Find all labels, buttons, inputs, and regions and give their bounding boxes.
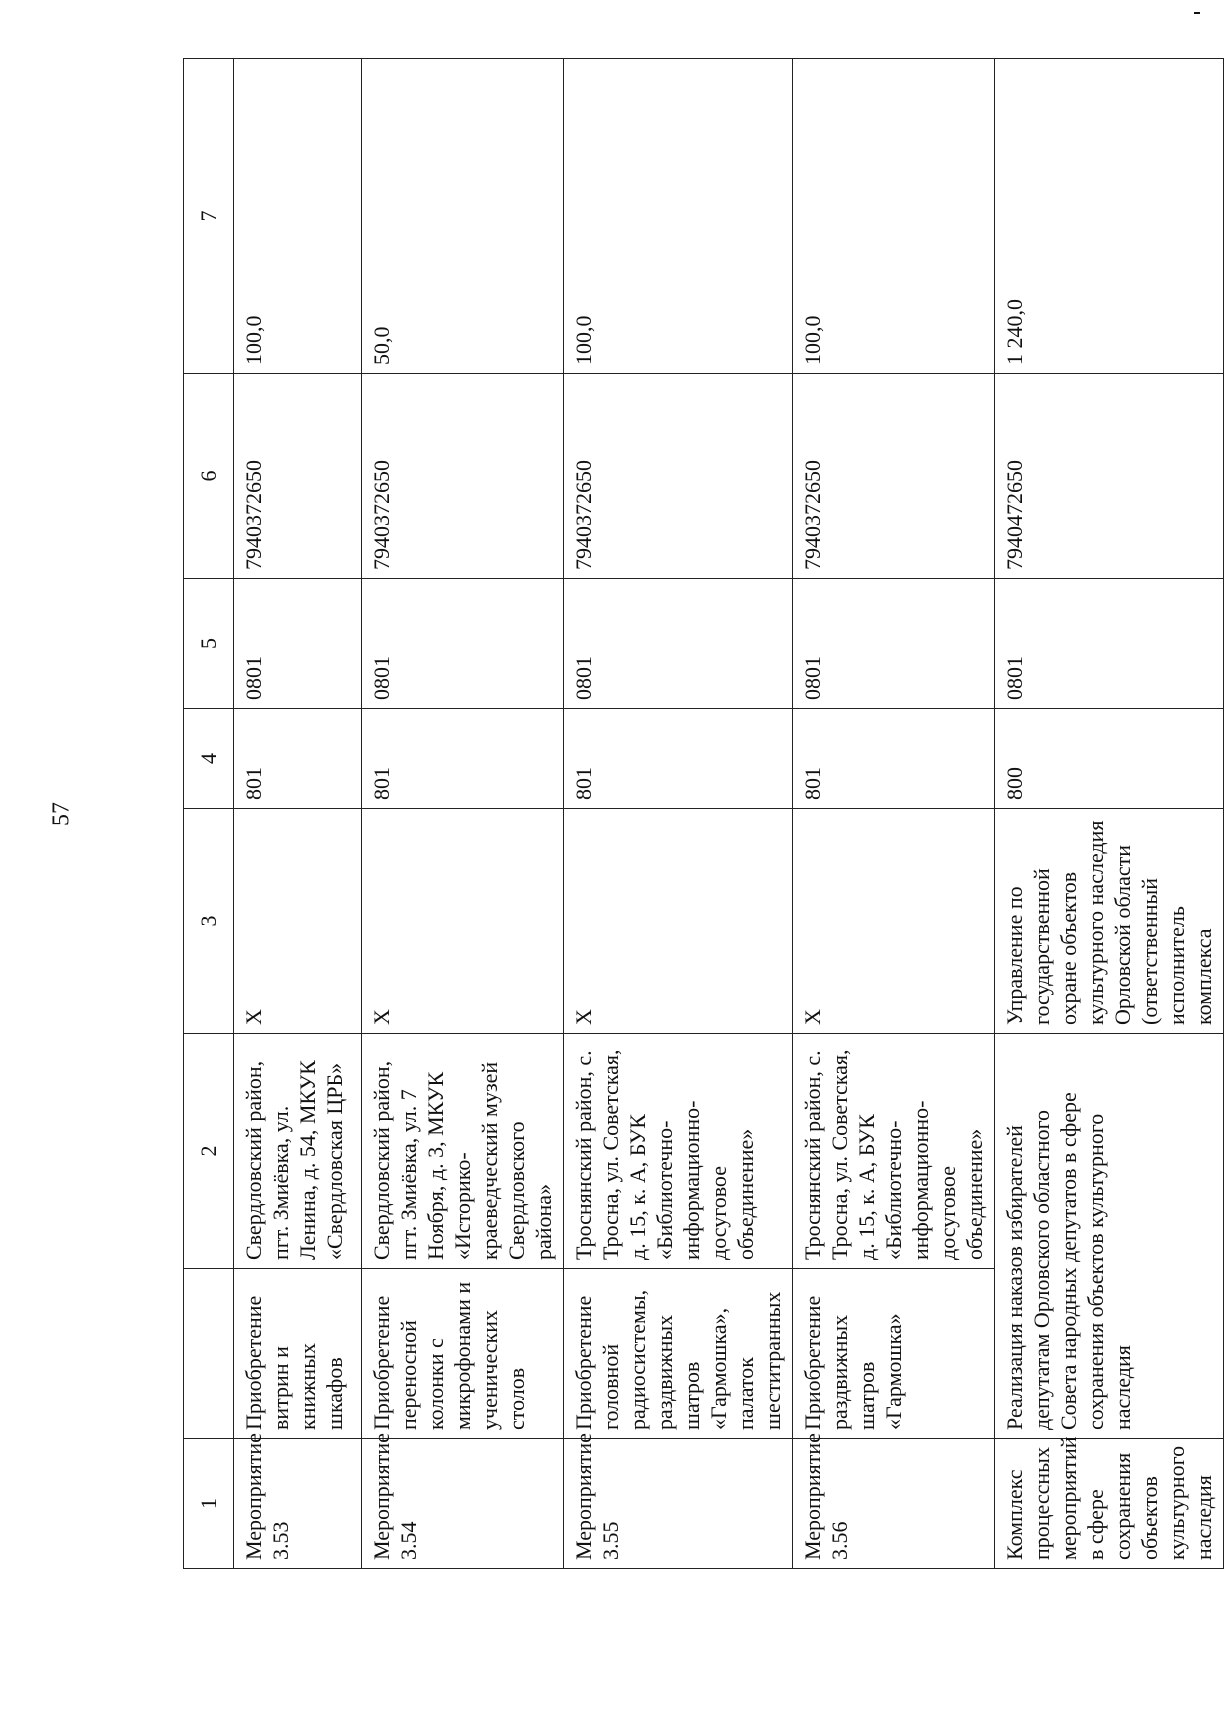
row-label: Мероприятие 3.54	[362, 1439, 564, 1569]
row-code-5: 0801	[564, 579, 793, 709]
row-code-4: 801	[362, 709, 564, 809]
row-code-6: 7940372650	[564, 374, 793, 579]
table-row	[234, 59, 362, 1569]
row-description: Приобретение головной радиосистемы, раздвижных шатров «Гармошка», палаток шеститранных	[564, 1269, 793, 1439]
budget-table-rotated	[183, 59, 1216, 1569]
complex-executor: Управление по государственной охране объектов культурного наследия Орловской области (ответственный исполнитель комплекса	[995, 809, 1224, 1034]
header-col-7: 7	[184, 59, 234, 374]
table-row	[793, 59, 995, 1569]
row-executor: Х	[234, 809, 362, 1034]
row-code-5: 0801	[362, 579, 564, 709]
complex-label: Комплекс процессных мероприятий в сфере сохранения объектов культурного наследия	[995, 1439, 1224, 1569]
row-code-6: 7940372650	[362, 374, 564, 579]
header-col-1: 1	[184, 1439, 234, 1569]
row-description: Приобретение переносной колонки с микрофонами и ученических столов	[362, 1269, 564, 1439]
header-col-3: 3	[184, 809, 234, 1034]
row-label: Мероприятие 3.53	[234, 1439, 362, 1569]
complex-code-6: 7940472650	[995, 374, 1224, 579]
row-code-5: 0801	[793, 579, 995, 709]
row-executor: Х	[564, 809, 793, 1034]
row-code-4: 801	[793, 709, 995, 809]
row-amount: 50,0	[362, 59, 564, 374]
row-executor: Х	[793, 809, 995, 1034]
row-amount: 100,0	[564, 59, 793, 374]
row-code-4: 801	[564, 709, 793, 809]
header-col-4: 4	[184, 709, 234, 809]
row-description: Приобретение раздвижных шатров «Гармошка»	[793, 1269, 995, 1439]
row-label: Мероприятие 3.56	[793, 1439, 995, 1569]
header-col-5: 5	[184, 579, 234, 709]
row-executor: Х	[362, 809, 564, 1034]
header-row	[184, 59, 234, 1569]
row-description: Приобретение витрин и книжных шкафов	[234, 1269, 362, 1439]
row-code-4: 801	[234, 709, 362, 809]
row-address: Свердловский район, пгт. Змиёвка, ул. 7 Ноября, д. 3, МКУК «Историко-краеведческий музей Свердловского района»	[362, 1034, 564, 1269]
row-amount: 100,0	[793, 59, 995, 374]
table-row	[362, 59, 564, 1569]
page-number: 57	[48, 802, 75, 826]
header-col-1b	[184, 1269, 234, 1439]
row-amount: 100,0	[234, 59, 362, 374]
row-code-6: 7940372650	[234, 374, 362, 579]
row-address: Свердловский район, пгт. Змиёвка, ул. Ленина, д. 54, МКУК «Свердловская ЦРБ»	[234, 1034, 362, 1269]
complex-row	[995, 59, 1224, 1569]
row-code-6: 7940372650	[793, 374, 995, 579]
row-address: Троснянский район, с. Тросна, ул. Советская, д. 15, к. А, БУК «Библиотечно-информационно-досуговое объединение»	[793, 1034, 995, 1269]
budget-table	[183, 58, 1224, 1569]
complex-description: Реализация наказов избирателей депутатам Орловского областного Совета народных депутатов в сфере сохранения объектов культурного наследия	[995, 1034, 1224, 1439]
complex-amount: 1 240,0	[995, 59, 1224, 374]
row-code-5: 0801	[234, 579, 362, 709]
row-label: Мероприятие 3.55	[564, 1439, 793, 1569]
table-row	[564, 59, 793, 1569]
header-col-2: 2	[184, 1034, 234, 1269]
header-col-6: 6	[184, 374, 234, 579]
complex-code-5: 0801	[995, 579, 1224, 709]
complex-code-4: 800	[995, 709, 1224, 809]
row-address: Троснянский район, с. Тросна, ул. Советская, д. 15, к. А, БУК «Библиотечно-информационно-досуговое объединение»	[564, 1034, 793, 1269]
edge-mark	[1194, 12, 1200, 14]
